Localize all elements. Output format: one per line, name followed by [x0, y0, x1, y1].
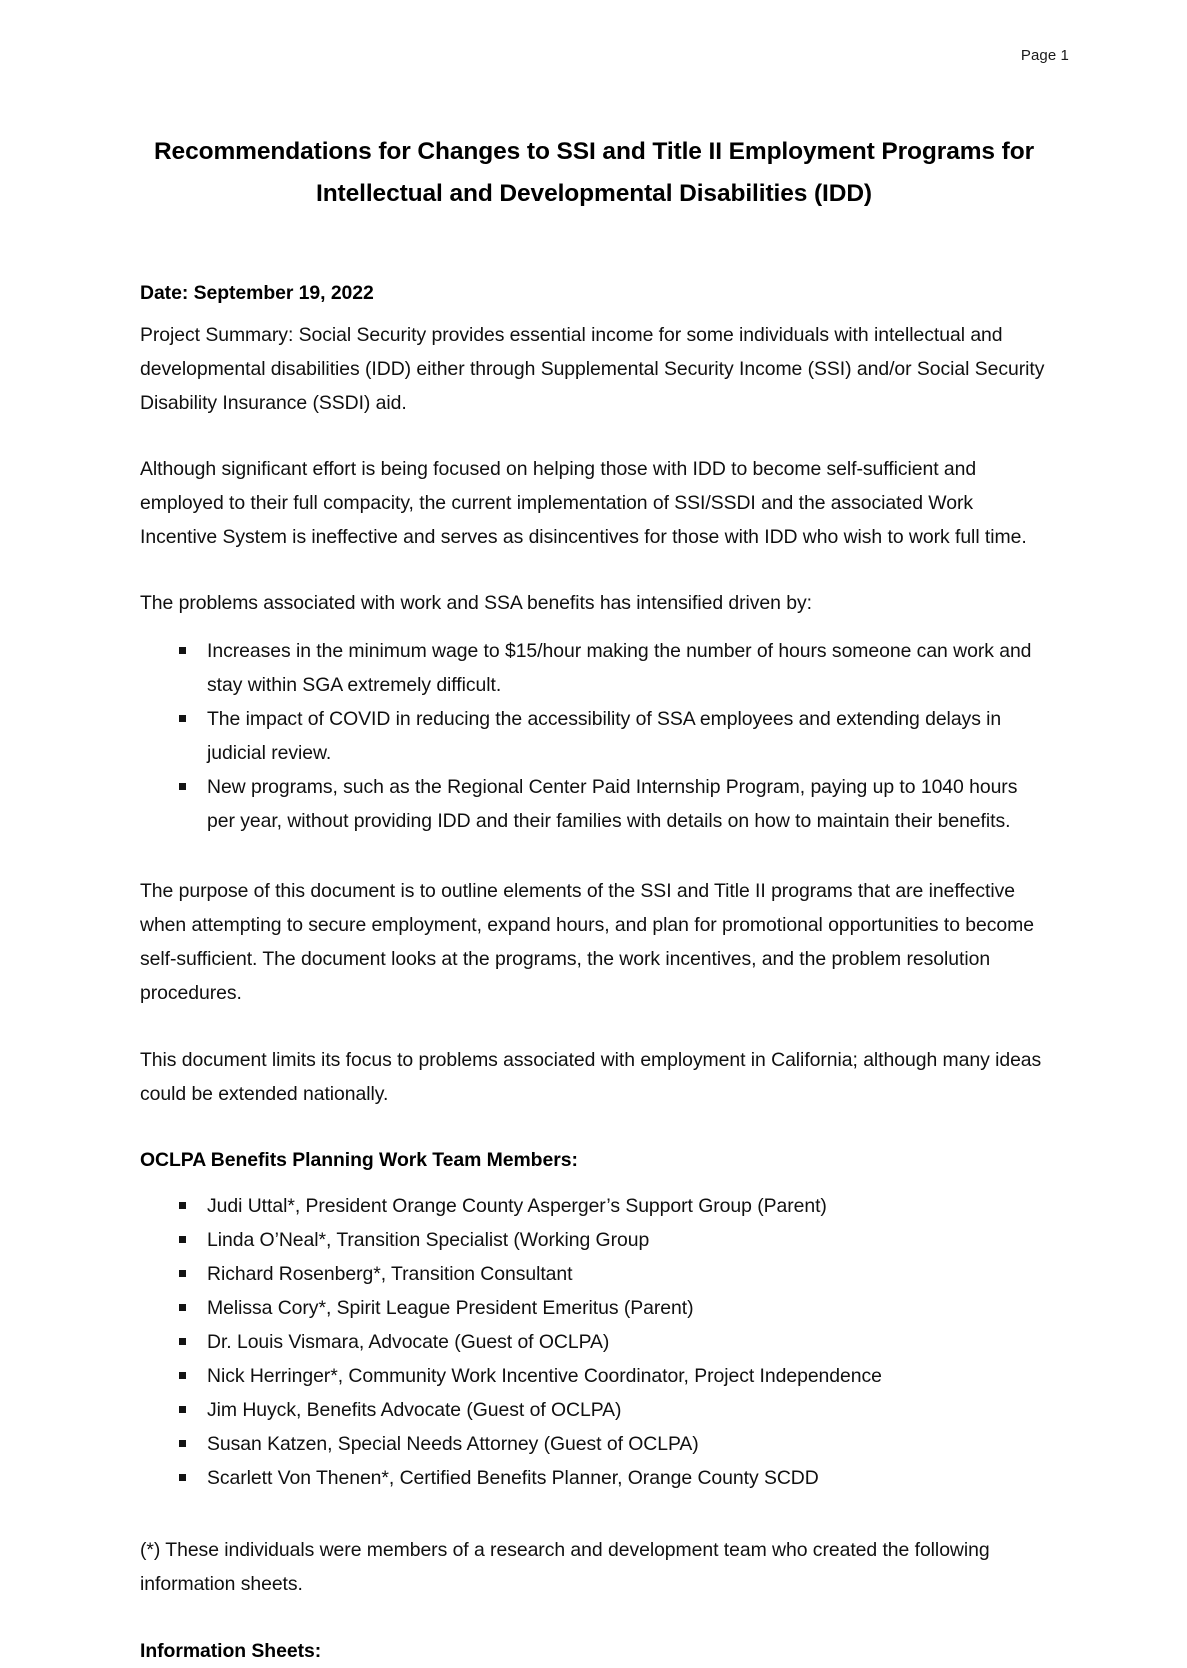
- list-item: [140, 1257, 1048, 1291]
- information-sheets-heading: Information Sheets:: [140, 1640, 322, 1662]
- list-item-label: Dr. Louis Vismara, Advocate (Guest of OCLPA): [207, 1331, 610, 1353]
- problems-lead-in-paragraph: The problems associated with work and SSA benefits has intensified driven by:: [140, 592, 812, 614]
- list-item-label: Nick Herringer*, Community Work Incentive Coordinator, Project Independence: [207, 1365, 882, 1387]
- square-bullet-icon: [179, 715, 186, 722]
- document-date: Date: September 19, 2022: [140, 282, 374, 304]
- page-number-header: Page 1: [1020, 47, 1069, 64]
- document-content: [140, 0, 1048, 1668]
- list-item: [140, 1291, 1048, 1325]
- list-item-label: New programs, such as the Regional Center Paid Internship Program, paying up to 1040 hours per year, without providing IDD and their families with details on how to maintain their benefits.: [207, 776, 1018, 832]
- square-bullet-icon: [179, 1406, 186, 1413]
- square-bullet-icon: [179, 1338, 186, 1345]
- context-paragraph: Although significant effort is being focused on helping those with IDD to become self-sufficient and employed to their full compacity, the current implementation of SSI/SSDI and the associated Work Incentive System is ineffective and serves as disincentives for those with IDD who wish to work full time.: [140, 458, 1027, 548]
- purpose-paragraph: The purpose of this document is to outline elements of the SSI and Title II programs that are ineffective when attempting to secure employment, expand hours, and plan for promotional opportunities to become self-sufficient. The document looks at the programs, the work incentives, and the problem resolution procedures.: [140, 880, 1034, 1004]
- square-bullet-icon: [179, 1474, 186, 1481]
- list-item: [140, 1325, 1048, 1359]
- square-bullet-icon: [179, 1440, 186, 1447]
- problems-list: [140, 634, 1048, 838]
- list-item: [140, 1427, 1048, 1461]
- team-members-heading: OCLPA Benefits Planning Work Team Members:: [140, 1149, 578, 1171]
- list-item-label: Scarlett Von Thenen*, Certified Benefits Planner, Orange County SCDD: [207, 1467, 819, 1489]
- list-item-label: Judi Uttal*, President Orange County Asperger’s Support Group (Parent): [207, 1195, 827, 1217]
- project-summary-paragraph: Project Summary: Social Security provides essential income for some individuals with intellectual and developmental disabilities (IDD) either through Supplemental Security Income (SSI) and/or Social Security Disability Insurance (SSDI) aid.: [140, 324, 1045, 414]
- square-bullet-icon: [179, 1372, 186, 1379]
- square-bullet-icon: [179, 783, 186, 790]
- list-item: [140, 702, 1048, 770]
- list-item-label: The impact of COVID in reducing the accessibility of SSA employees and extending delays in judicial review.: [207, 708, 1002, 764]
- list-item: [140, 770, 1048, 838]
- list-item-label: Increases in the minimum wage to $15/hour making the number of hours someone can work and stay within SGA extremely difficult.: [207, 640, 1032, 696]
- square-bullet-icon: [179, 1236, 186, 1243]
- list-item: [140, 634, 1048, 702]
- list-item-label: Jim Huyck, Benefits Advocate (Guest of OCLPA): [207, 1399, 622, 1421]
- list-item: [140, 1359, 1048, 1393]
- square-bullet-icon: [179, 647, 186, 654]
- team-members-list: [140, 1189, 1048, 1495]
- square-bullet-icon: [179, 1202, 186, 1209]
- list-item: [140, 1189, 1048, 1223]
- list-item-label: Richard Rosenberg*, Transition Consultant: [207, 1263, 573, 1285]
- square-bullet-icon: [179, 1270, 186, 1277]
- page-title: [140, 0, 1048, 215]
- page-title-line-2: Intellectual and Developmental Disabilities (IDD): [315, 180, 872, 207]
- list-item: [140, 1223, 1048, 1257]
- square-bullet-icon: [179, 1304, 186, 1311]
- list-item: [140, 1461, 1048, 1495]
- list-item-label: Melissa Cory*, Spirit League President Emeritus (Parent): [207, 1297, 694, 1319]
- list-item: [140, 1393, 1048, 1427]
- list-item-label: Susan Katzen, Special Needs Attorney (Guest of OCLPA): [207, 1433, 699, 1455]
- list-item-label: Linda O’Neal*, Transition Specialist (Working Group: [207, 1229, 650, 1251]
- asterisk-footnote: (*) These individuals were members of a research and development team who created the following information sheets.: [140, 1539, 990, 1595]
- scope-paragraph: This document limits its focus to problems associated with employment in California; although many ideas could be extended nationally.: [140, 1049, 1042, 1105]
- page-title-line-1: Recommendations for Changes to SSI and Title II Employment Programs for: [153, 138, 1035, 165]
